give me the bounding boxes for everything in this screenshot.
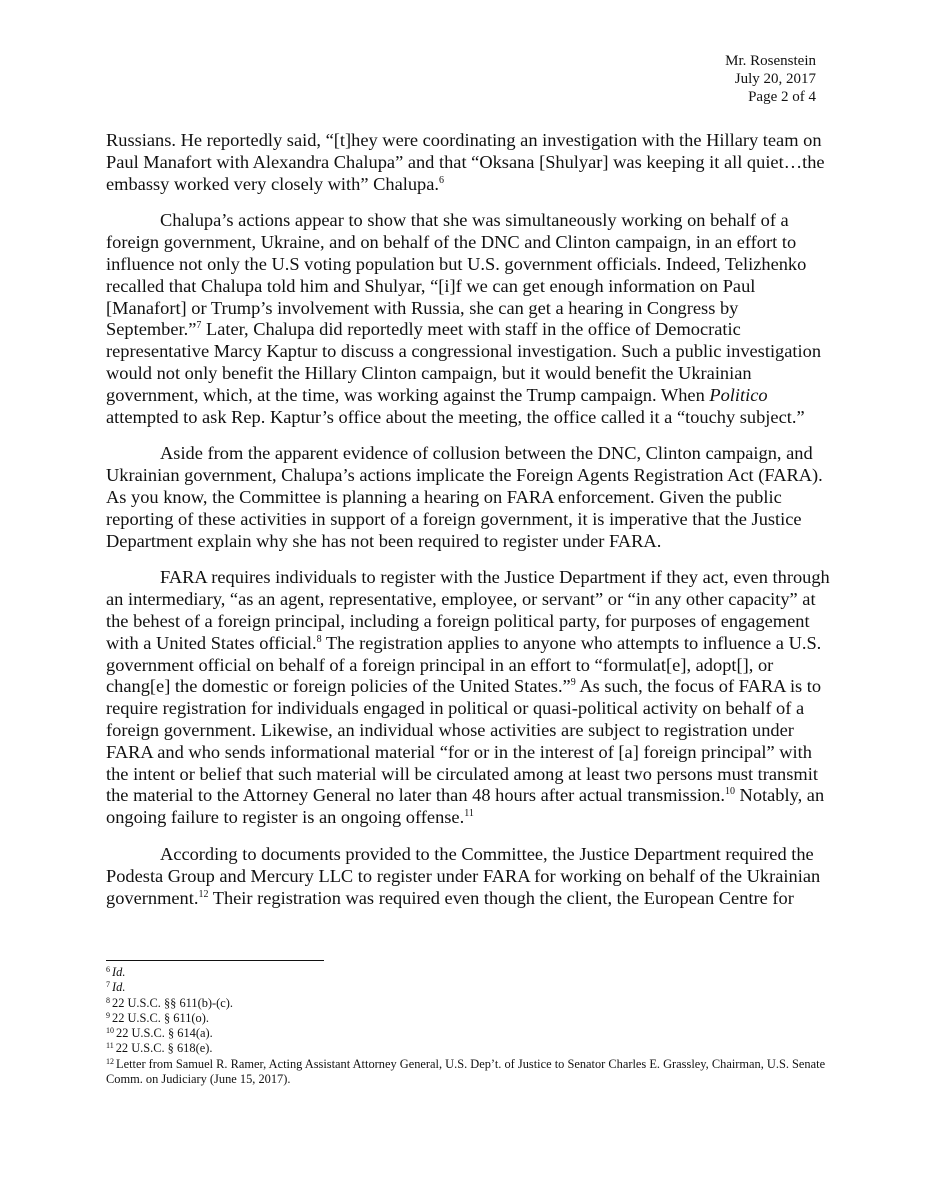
page-header	[725, 52, 816, 106]
letter-body	[106, 130, 832, 924]
footnote-9: $^9$ 22 U.S.C. § 611(o).	[106, 1010, 209, 1025]
paragraph-fara-implication: Aside from the apparent evidence of collusion between the DNC, Clinton campaign, and Ukrainian government, Chalupa’s actions implicate the Foreign Agents Registration Act (FARA). As you know, the Committee is planning a hearing on FARA enforcement. Given the public reporting of these activities in support of a foreign government, it is imperative that the Justice Department explain why she has not been required to register under FARA.	[106, 443, 823, 551]
header-recipient: Mr. Rosenstein	[725, 53, 816, 69]
footnote-10: $^{10}$ 22 U.S.C. § 614(a).	[106, 1026, 213, 1041]
footnote-ref: 6	[439, 174, 444, 186]
publication-name: Politico	[709, 384, 768, 405]
footnote-ref: 11	[464, 808, 474, 820]
paragraph-continuation: Russians. He reportedly said, “[t]hey were coordinating an investigation with the Hillary team on Paul Manafort with Alexandra Chalupa” and that “Oksana [Shulyar] was keeping it all quiet…the embassy worked very closely with” Chalupa.$^6$	[106, 130, 825, 194]
footnote-7: $^7$ Id.	[106, 980, 126, 995]
footnote-11: $^{11}$ 22 U.S.C. § 618(e).	[106, 1041, 213, 1056]
paragraph-podesta-mercury: According to documents provided to the Committee, the Justice Department required the Podesta Group and Mercury LLC to register under FARA for working on behalf of the Ukrainian government.$^{12}$ Their registration was required even though the client, the European Centre for	[106, 843, 821, 908]
footnote-12: $^{12}$ Letter from Samuel R. Ramer, Acting Assistant Attorney General, U.S. Dep’t. of Justice to Senator Charles E. Grassley, Chairman, U.S. Senate Comm. on Judiciary (June 15, 2017).	[106, 1056, 826, 1087]
footnote-ref: 8	[316, 633, 322, 645]
header-page-number: Page 2 of 4	[748, 89, 816, 105]
footnote-ref: 10	[724, 786, 735, 798]
paragraph-chalupa-actions: Chalupa’s actions appear to show that she was simultaneously working on behalf of a foreign government, Ukraine, and on behalf of the DNC and Clinton campaign, in an effort to influence not only the U.S voting population but U.S. government officials. Indeed, Telizhenko recalled that Chalupa told him and Shulyar, “[i]f we can get enough information on Paul [Manafort] or Trump’s involvement with Russia, she can get a hearing in Congress by September.”$^7$ Later, Chalupa did reportedly meet with staff in the office of Democratic representative Marcy Kaptur to discuss a congressional investigation. Such a public investigation would not only benefit the Hillary Clinton campaign, but it would benefit the Ukrainian government, which, at the time, was working against the Trump campaign. When Politico attempted to ask Rep. Kaptur’s office about the meeting, the office called it a “touchy subject.”	[106, 210, 822, 427]
footnote-8: $^8$ 22 U.S.C. §§ 611(b)-(c).	[106, 995, 234, 1010]
header-date: July 20, 2017	[734, 71, 816, 87]
footnote-ref: 9	[570, 677, 576, 689]
footnote-divider	[106, 960, 324, 961]
footnote-ref: 12	[198, 888, 209, 900]
footnote-ref: 7	[196, 320, 202, 332]
paragraph-fara-requirements: FARA requires individuals to register with the Justice Department if they act, even through an intermediary, “as an agent, representative, employee, or servant” or “in any other capacity” at the behest of a foreign principal, including a foreign political party, for purposes of engagement with a United States official.$^8$ The registration applies to anyone who attempts to influence a U.S. government official on behalf of a foreign principal in an effort to “formulat[e], adopt[], or chang[e] the domestic or foreign policies of the United States.”$^9$ As such, the focus of FARA is to require registration for individuals engaged in political or quasi-political activity on behalf of a foreign government. Likewise, an individual whose activities are subject to registration under FARA and who sends informational material “for or in the interest of [a] foreign principal” with the intent or belief that such material will be circulated among at least two persons must transmit the material to the Attorney General no later than 48 hours after actual transmission.$^{10}$ Notably, an ongoing failure to register is an ongoing offense.$^{11}$	[106, 567, 830, 828]
footnote-6: $^6$ Id.	[106, 965, 126, 979]
footnotes	[106, 965, 826, 1087]
